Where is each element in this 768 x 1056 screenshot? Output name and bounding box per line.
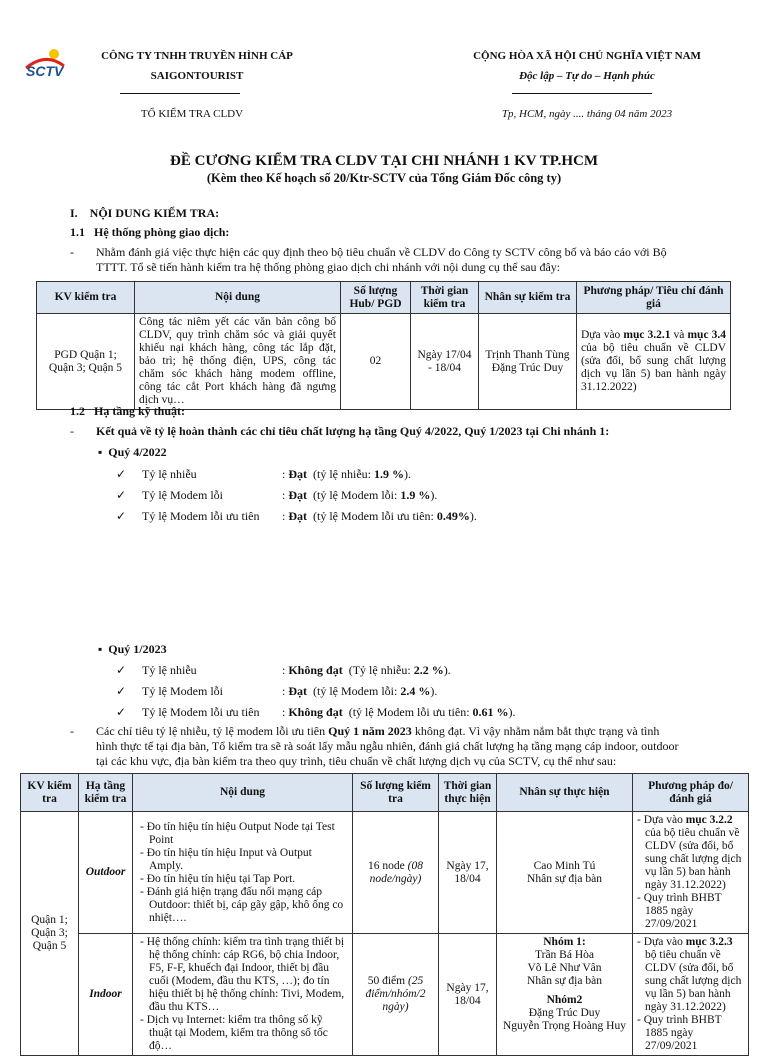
- quarter-q4-2022: ▪ Quý 4/2022: [98, 445, 167, 459]
- table1-header-time: Thời gian kiểm tra: [411, 282, 479, 314]
- subsection-1-1: 1.1 Hệ thống phòng giao dịch:: [70, 225, 230, 239]
- sctv-logo: [24, 44, 68, 80]
- list-item: - Đo tín hiệu tín hiệu Output Node tại Test Point: [140, 820, 335, 846]
- table1-header-staff: Nhân sự kiểm tra: [479, 282, 577, 314]
- pgd-inspection-table: [36, 281, 731, 410]
- table2-outdoor-label: Outdoor: [79, 812, 133, 934]
- table1-header-content: Nội dung: [135, 282, 341, 314]
- list-item: - Đo tín hiệu tín hiệu tại Tap Port.: [140, 872, 296, 885]
- analysis-line-2: hình thực tế tại địa bàn, Tổ kiểm tra sẽ rà soát lấy mẫu ngẫu nhiên, đánh giá chất lượng hạ tầng mạng cáp indoor, outdoor: [96, 739, 679, 753]
- intro-paragraph: - Nhằm đánh giá việc thực hiện các quy định theo bộ tiêu chuẩn về CLDV do Công ty SCTV công bố và báo cáo với Bộ TTTT. Tổ sẽ tiến hành kiểm tra hệ thống phòng giao dịch chi nhánh với nội dung cụ thể sau đây:: [70, 245, 710, 275]
- table-row: [37, 314, 731, 410]
- table2-outdoor-method: [633, 812, 749, 934]
- table2-header-qty: Số lượng kiểm tra: [353, 774, 439, 812]
- table2-header-infra: Hạ tầng kiểm tra: [79, 774, 133, 812]
- header-right-rule: [512, 93, 652, 94]
- table2-outdoor-time: Ngày 17, 18/04: [439, 812, 497, 934]
- svg-text:SCTV: SCTV: [26, 63, 64, 79]
- result-item: ✓ Tỷ lệ Modem lỗi ưu tiên : Không đạt (tỷ lệ Modem lỗi ưu tiên: 0.61 %).: [116, 702, 516, 723]
- table1-qty: 02: [341, 314, 411, 410]
- result-item: ✓ Tỷ lệ Modem lỗi ưu tiên : Đạt (tỷ lệ Modem lỗi ưu tiên: 0.49%).: [116, 506, 477, 527]
- table2-header-time: Thời gian thực hiện: [439, 774, 497, 812]
- company-name-line2: SAIGONTOURIST: [150, 70, 244, 82]
- method-item: - Quy trình BHBT 1885 ngày 27/09/2021: [637, 1014, 722, 1052]
- list-item: - Đo tín hiệu tín hiệu Input và Output Amply.: [140, 846, 312, 872]
- document-subtitle: (Kèm theo Kế hoạch số 20/Ktr-SCTV của Tổng Giám Đốc công ty): [206, 171, 562, 185]
- table2-indoor-time: Ngày 17, 18/04: [439, 934, 497, 1056]
- infrastructure-inspection-table: [20, 773, 749, 1056]
- table-row: [21, 934, 749, 1056]
- table1-header-kv: KV kiểm tra: [37, 282, 135, 314]
- table2-header-staff: Nhân sự thực hiện: [497, 774, 633, 812]
- table2-outdoor-content: [133, 812, 353, 934]
- section-heading: I. NỘI DUNG KIỂM TRA:: [70, 206, 220, 220]
- analysis-line-1: Các chỉ tiêu tỷ lệ nhiễu, tỷ lệ modem lỗi ưu tiên Quý 1 năm 2023 không đạt. Vì vậy nhằm nắm bắt thực trạng và tình: [96, 724, 660, 738]
- analysis-paragraph: - Các chỉ tiêu tỷ lệ nhiễu, tỷ lệ modem lỗi ưu tiên Quý 1 năm 2023 không đạt. Vì vậy nhằm nắm bắt thực trạng và tình hình thực tế tại địa bàn, Tổ kiểm tra sẽ rà soát lấy mẫu ngẫu nhiên, đánh giá chất lượng hạ tầng mạng cáp indoor, outdoor tại các khu vực, địa bàn kiểm tra theo quy trình, tiêu chuẩn về chất lượng dịch vụ của SCTV, cụ thể như sau:: [70, 724, 710, 769]
- checkmark-icon: ✓: [116, 467, 127, 481]
- result-item: ✓ Tỷ lệ Modem lỗi : Đạt (tỷ lệ Modem lỗi: 1.9 %).: [116, 485, 477, 506]
- document-title: ĐỀ CƯƠNG KIỂM TRA CLDV TẠI CHI NHÁNH 1 KV TP.HCM: [170, 153, 598, 169]
- intro-line-2: TTTT. Tổ sẽ tiến hành kiểm tra hệ thống phòng giao dịch chi nhánh với nội dung cụ thể sau đây:: [96, 260, 561, 274]
- result-item: ✓ Tỷ lệ Modem lỗi : Đạt (tỷ lệ Modem lỗi: 2.4 %).: [116, 681, 516, 702]
- nation-title: CỘNG HÒA XÃ HỘI CHỦ NGHĨA VIỆT NAM: [473, 50, 701, 62]
- table2-indoor-content: [133, 934, 353, 1056]
- nation-block: [462, 46, 712, 86]
- quarter-q1-2023: ▪ Quý 1/2023: [98, 642, 167, 656]
- intro-line-1: Nhằm đánh giá việc thực hiện các quy định theo bộ tiêu chuẩn về CLDV do Công ty SCTV công bố và báo cáo với Bộ: [96, 245, 667, 259]
- checkmark-icon: ✓: [116, 509, 127, 523]
- checkmark-icon: ✓: [116, 663, 127, 677]
- table2-indoor-qty: 50 điểm (25 điểm/nhóm/2 ngày): [353, 934, 439, 1056]
- q1-results-list: [116, 660, 516, 723]
- result-item: ✓ Tỷ lệ nhiễu : Đạt (tỷ lệ nhiễu: 1.9 %).: [116, 464, 477, 485]
- table2-header-method: Phương pháp đo/ đánh giá: [633, 774, 749, 812]
- table1-content: Công tác niêm yết các văn bản công bố CLDV, quy trình chăm sóc và giải quyết khiếu nại khách hàng, công tác lắp đặt, bảo trì; hệ thống điện, UPS, công tác chăm sóc khách hàng modem offline, công tác cắt Port khách hàng đã ngưng dịch vụ…: [135, 314, 341, 410]
- table2-indoor-method: [633, 934, 749, 1056]
- company-name-line1: CÔNG TY TNHH TRUYỀN HÌNH CÁP: [101, 50, 293, 62]
- table1-method: Dựa vào mục 3.2.1 và mục 3.4 của bộ tiêu chuẩn về CLDV (sửa đổi, bổ sung chất lượng dịch vụ lần 5) ban hành ngày 31.12.2022): [577, 314, 731, 410]
- checkmark-icon: ✓: [116, 684, 127, 698]
- table2-indoor-label: Indoor: [79, 934, 133, 1056]
- table-row: [21, 812, 749, 934]
- checkmark-icon: ✓: [116, 488, 127, 502]
- table1-kv: PGD Quận 1; Quận 3; Quận 5: [37, 314, 135, 410]
- table2-indoor-staff: Nhóm 1: Trần Bá Hòa Võ Lê Như Vân Nhân sự địa bàn Nhóm2 Đặng Trúc Duy Nguyễn Trọng Hoàng Huy: [497, 934, 633, 1056]
- table2-kv: Quận 1; Quận 3; Quận 5: [21, 812, 79, 1056]
- table1-time: Ngày 17/04 - 18/04: [411, 314, 479, 410]
- list-item: - Đánh giá hiện trạng đấu nối mạng cáp Outdoor: thiết bị, cáp gãy gập, khô ống co nhiệt….: [140, 885, 344, 924]
- result-item: ✓ Tỷ lệ nhiễu : Không đạt (Tỷ lệ nhiễu: 2.2 %).: [116, 660, 516, 681]
- table2-outdoor-staff: Cao Minh Tú Nhân sự địa bàn: [497, 812, 633, 934]
- results-heading: - Kết quả về tỷ lệ hoàn thành các chỉ tiêu chất lượng hạ tầng Quý 4/2022, Quý 1/2023 tại Chi nhánh 1:: [70, 424, 610, 438]
- table2-header-kv: KV kiểm tra: [21, 774, 79, 812]
- subsection-1-2: 1.2 Hạ tầng kỹ thuật:: [70, 404, 186, 418]
- method-item: - Dựa vào mục 3.2.2 của bộ tiêu chuẩn về CLDV (sửa đổi, bổ sung chất lượng dịch vụ lần 5) ban hành ngày 31.12.2022): [637, 814, 742, 891]
- table1-header-qty: Số lượng Hub/ PGD: [341, 282, 411, 314]
- method-item: - Dựa vào mục 3.2.3 bộ tiêu chuẩn về CLDV (sửa đổi, bổ sung chất lượng dịch vụ lần 5) ban hành ngày 31.12.2022): [637, 936, 742, 1013]
- place-date: Tp, HCM, ngày .... tháng 04 năm 2023: [501, 108, 673, 120]
- motto: Độc lập – Tự do – Hạnh phúc: [519, 70, 655, 82]
- table2-outdoor-qty: 16 node (08 node/ngày): [353, 812, 439, 934]
- method-item: - Quy trình BHBT 1885 ngày 27/09/2021: [637, 892, 722, 930]
- list-item: - Dịch vụ Internet: kiểm tra thông số kỹ thuật tại Modem, kiểm tra thông số tốc độ…: [140, 1014, 328, 1052]
- analysis-line-3: tại các khu vực, địa bàn kiểm tra theo quy trình, tiêu chuẩn về chất lượng dịch vụ của SCTV, cụ thể như sau:: [96, 754, 617, 768]
- list-item: - Hệ thống chính: kiểm tra tình trạng thiết bị hệ thống chính: cáp RG6, bộ chia Indoor, F5, F-F, khuếch đại Indoor, thiết bị đầu cuối (Modem, đầu thu KTS, …); đo tín hiệu thiết bị hệ thống chính: Tivi, Modem, đầu thu KTS…: [140, 936, 345, 1013]
- table2-header-content: Nội dung: [133, 774, 353, 812]
- company-block: [72, 46, 322, 86]
- table1-staff: Trịnh Thanh Tùng Đặng Trúc Duy: [479, 314, 577, 410]
- department-name: TỔ KIỂM TRA CLDV: [140, 108, 244, 120]
- q4-results-list: [116, 464, 477, 527]
- table1-header-method: Phương pháp/ Tiêu chí đánh giá: [577, 282, 731, 314]
- checkmark-icon: ✓: [116, 705, 127, 719]
- header-left-rule: [120, 93, 240, 94]
